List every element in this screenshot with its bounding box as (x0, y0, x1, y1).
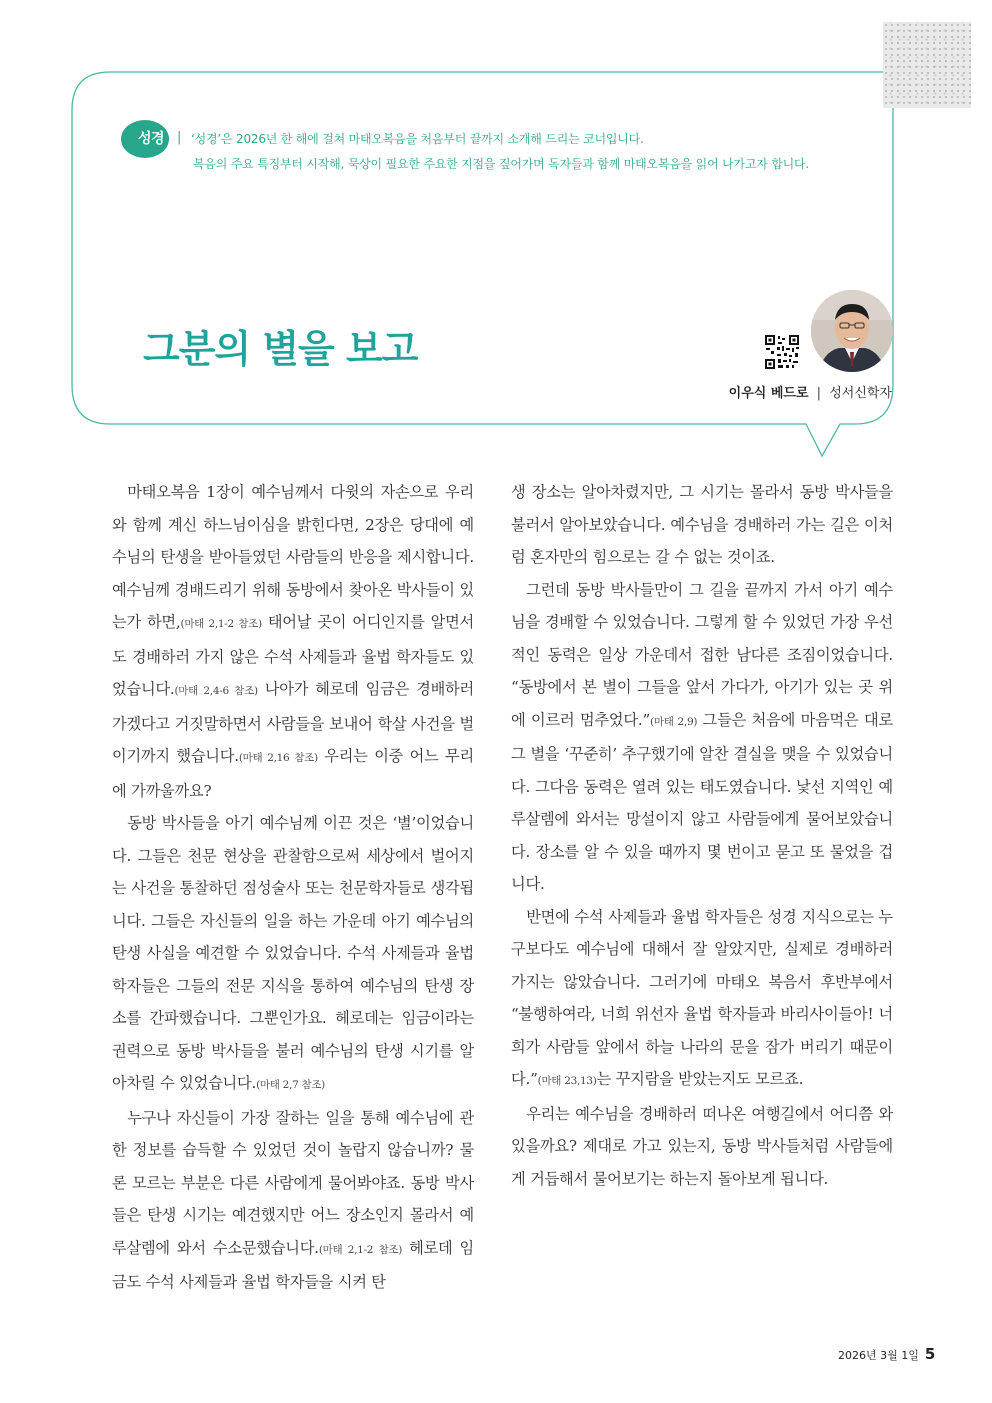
paragraph-6: 우리는 예수님을 경배하러 떠나온 여행길에서 어디쯤 와 있을까요? 제대로 가고 있는지, 동방 박사들처럼 사람들에게 거듭해서 물어보기는 하는지 돌아보게 됩니다. (511, 1104, 893, 1188)
scripture-reference: (마태 2,16 참조) (238, 752, 318, 764)
author-byline (700, 382, 892, 401)
intro-line-1: ‘성경’은 2026년 한 해에 걸쳐 마태오복음을 처음부터 끝까지 소개해 드리는 코너입니다. (191, 132, 644, 146)
tag-separator: | (177, 130, 182, 145)
scripture-reference: (마태 2,1-2 참조) (318, 1243, 403, 1256)
scripture-reference: (마태 2,7 참조) (256, 1079, 325, 1091)
scripture-reference: (마태 2,9) (650, 715, 698, 728)
paragraph-5: 반면에 수석 사제들과 율법 학자들은 성경 지식으로는 누구보다도 예수님에 대해서 잘 알았지만, 실제로 경배하러 가지는 않았습니다. 그러기에 마태오 복음서 후반부에서 “불행하여라, 너희 위선자 율법 학자들과 바리사이들아! 너희가 사람들 앞에서 하늘 나라의 문을 잠가 버리기 때문이다.”(마태 23,13)는 꾸지람을 받았는지도 모르죠. (511, 907, 893, 1088)
paragraph-1: 마태오복음 1장이 예수님께서 다윗의 자손으로 우리와 함께 계신 하느님이심을 밝힌다면, 2장은 당대에 예수님의 탄생을 받아들였던 사람들의 반응을 제시합니다. 예수님께 경배드리기 위해 동방에서 찾아온 박사들이 있는가 하면,(마태 2,1-2 참조) 태어날 곳이 어디인지를 알면서도 경배하러 가지 않은 수석 사제들과 율법 학자들도 있었습니다.(마태 2,4-6 참조) 나아가 헤로데 임금은 경배하러 가겠다고 거짓말하면서 사람들을 보내어 학살 사건을 벌이기까지 했습니다.(마태 2,16 참조) 우리는 이중 어느 무리에 가까울까요? (112, 483, 475, 800)
scripture-reference: (마태 2,1-2 참조) (180, 618, 262, 630)
body-column-right (511, 476, 893, 1195)
paragraph-2: 동방 박사들을 아기 예수님께 이끈 것은 ‘별’이었습니다. 그들은 천문 현상을 관찰함으로써 세상에서 벌어지는 사건을 통찰하던 점성술사 또는 천문학자들로 생각됩니다. 그들은 자신들의 일을 하는 가운데 아기 예수님의 탄생 사실을 예견할 수 있었습니다. 수석 사제들과 율법 학자들은 그들의 전문 지식을 통하여 예수님의 탄생 장소를 간파했습니다. 그뿐인가요. 헤로데는 임금이라는 권력으로 동방 박사들을 불러 예수님의 탄생 시기를 알아차릴 수 있었습니다.(마태 2,7 참조) (112, 814, 474, 1092)
article-title: 그분의 별을 보고 (143, 327, 418, 371)
section-tag-label: 성경 (138, 131, 165, 147)
scripture-reference: (마태 2,4-6 참조) (174, 685, 258, 697)
scripture-reference: (마태 23,13) (537, 1075, 597, 1087)
author-role: 성서신학자 (829, 386, 892, 401)
issue-date: 2026년 3월 1일 (838, 1349, 919, 1362)
corner-pattern (883, 22, 971, 108)
page-footer (838, 1345, 935, 1363)
intro-line-2: 복음의 주요 특징부터 시작해, 묵상이 필요한 주요한 지점을 짚어가며 독자들과 함께 마태오복음을 읽어 나가고자 합니다. (193, 157, 810, 171)
author-photo (811, 290, 893, 372)
author-name: 이우식 베드로 (728, 386, 809, 401)
paragraph-4: 그런데 동방 박사들만이 그 길을 끝까지 가서 아기 예수님을 경배할 수 있었습니다. 그렇게 할 수 있었던 가장 우선적인 동력은 일상 가운데서 접한 남다른 조짐이었습니다. “동방에서 본 별이 그들을 앞서 가다가, 아기가 있는 곳 위에 이르러 멈추었다.”(마태 2,9) 그들은 처음에 마음먹은 대로 그 별을 ‘꾸준히’ 추구했기에 알찬 결실을 맺을 수 있었습니다. 그다음 동력은 열려 있는 태도였습니다. 낯선 지역인 예루살렘에 와서는 망설이지 않고 사람들에게 물어보았습니다. 장소를 알 수 있을 때까지 몇 번이고 묻고 또 물었을 겁니다. (511, 580, 893, 893)
author-separator: | (816, 386, 822, 401)
qr-code-icon[interactable] (764, 334, 800, 370)
page-number: 5 (924, 1345, 936, 1363)
paragraph-3: 누구나 자신들이 가장 잘하는 일을 통해 예수님에 관한 정보를 습득할 수 있었던 것이 놀랍지 않습니까? 물론 모르는 부분은 다른 사람에게 물어봐야죠. 동방 박사들은 탄생 시기는 예견했지만 어느 장소인지 몰라서 예루살렘에 와서 수소문했습니다.(마태 2,1-2 참조) 헤로데 임금도 수석 사제들과 율법 학자들을 시켜 탄 (112, 1108, 475, 1291)
body-column-left (112, 476, 474, 1299)
paragraph-3-continued: 생 장소는 알아차렸지만, 그 시기는 몰라서 동방 박사들을 불러서 알아보았습니다. 예수님을 경배하러 가는 길은 이처럼 혼자만의 힘으로는 갈 수 없는 것이죠. (511, 483, 893, 566)
